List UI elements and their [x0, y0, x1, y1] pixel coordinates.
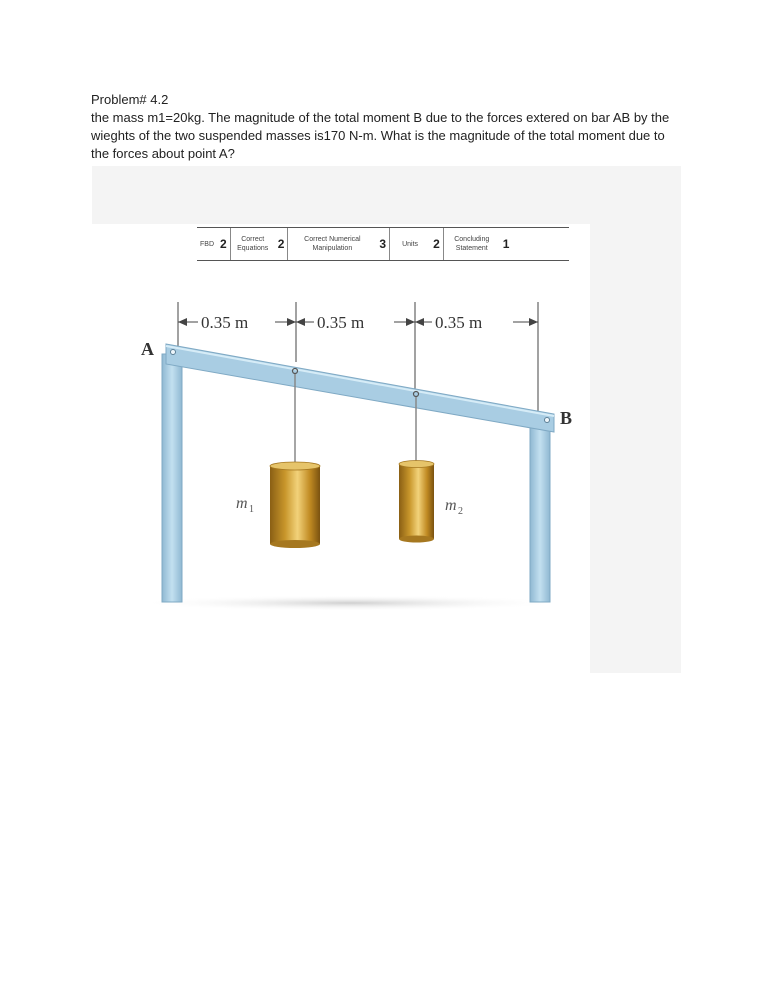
- problem-title: Problem# 4.2: [91, 92, 169, 107]
- rubric-label: Concluding Statement: [454, 236, 490, 252]
- problem-statement: the mass m1=20kg. The magnitude of the total moment B due to the forces extered on bar AB by the wieghts of the two suspended masses is170 N-m. What is the magnitude of the total moment due to the forces about point A?: [91, 110, 670, 161]
- dimension-label-1: 0.35 m: [201, 313, 249, 332]
- bar-highlight: [166, 346, 554, 416]
- ground-shadow: [135, 595, 565, 611]
- rubric-points: 2: [277, 237, 285, 251]
- point-a-label: A: [141, 339, 154, 359]
- pin-b: [545, 418, 550, 423]
- rubric-points: 2: [433, 237, 440, 251]
- frame-diagram: [92, 166, 681, 673]
- left-post: [162, 354, 182, 602]
- rubric-points: 1: [502, 237, 510, 251]
- rubric-label: Correct Numerical Manipulation: [304, 236, 361, 252]
- mass-2-label: m: [445, 497, 457, 514]
- problem-figure: [92, 166, 681, 673]
- mass-1-subscript: 1: [249, 504, 254, 515]
- mass-1-label: m: [236, 495, 248, 512]
- dimension-label-3: 0.35 m: [435, 313, 483, 332]
- rubric-points: 3: [379, 237, 387, 251]
- rubric-label: FBD: [200, 240, 214, 248]
- pin-a: [171, 350, 176, 355]
- dimension-label-2: 0.35 m: [317, 313, 365, 332]
- mass-2-cylinder: [399, 461, 434, 543]
- rubric-label: Units: [402, 240, 419, 248]
- rubric-points: 2: [220, 237, 227, 251]
- point-b-label: B: [560, 408, 573, 428]
- mass-1-cylinder: [270, 462, 320, 548]
- rubric-label: Correct Equations: [237, 236, 269, 252]
- mass-2-subscript: 2: [458, 506, 463, 517]
- right-post: [530, 424, 550, 602]
